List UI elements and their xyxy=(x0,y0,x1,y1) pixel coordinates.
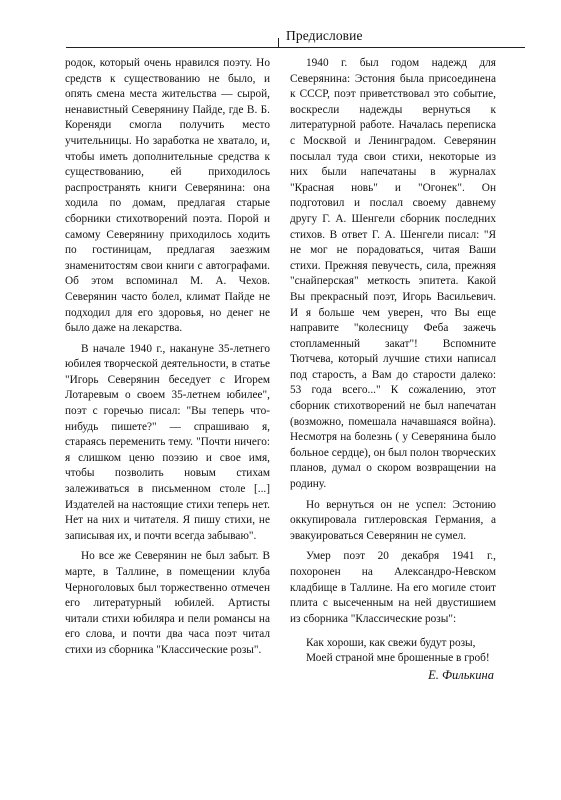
right-column xyxy=(290,56,496,684)
header-divider xyxy=(278,38,279,47)
verse-line: Моей страной мне брошенные в гроб! xyxy=(306,652,490,665)
left-column xyxy=(65,56,270,664)
paragraph: Но вернуться он не успел: Эстонию оккупировала гитлеровская Германия, а эвакуироваться Северянин не сумел. xyxy=(290,498,496,542)
verse-line: Как хороши, как свежи будут розы, xyxy=(306,637,476,650)
paragraph: В начале 1940 г., накануне 35-летнего юбилея творческой деятельности, в статье "Игорь Северянин беседует с Игорем Лотаревым о своем 35-летнем юбилее", поэт с горечью писал: "Вы теперь что-нибудь пишете?" — спрашиваю я, стараясь переменить тему. "Почти ничего: я слишком ценю поэзию и свое имя, чтобы позволить новым стихам залеживаться в письменном столе [...] Издателей на настоящие стихи теперь нет. Нет на них и читателя. Я пишу стихи, не записывая их, и почти всегда забываю". xyxy=(65,342,270,542)
paragraph: 1940 г. был годом надежд для Северянина: Эстония была присоединена к СССР, поэт приветствовал это событие, воскресли надежды вернуться к литературной работе. Началась переписка с Москвой и Ленинградом. Северянин посылал туда свои стихи, некоторые из них были напечатаны в журналах "Красная новь" и "Огонек". Он подготовил и послал своему давнему другу Г. А. Шенгели сборник последних стихов. В ответ Г. А. Шенгели писал: "Я не мог не порадоваться, читая Ваши стихи. Прежняя певучесть, сила, прежняя "снайперская" меткость эпитета. Какой Вы прекрасный поэт, Игорь Васильевич. И я больше чем уверен, что Вы еще направите "колесницу Феба зажечь стопламенный закат"! Вспомните Тютчева, который лучшие стихи написал под старость, а Вам до старости далеко: 53 года всего..." К сожалению, этот сборник стихотворений не был напечатан (возможно, помешала начавшаяся война). Несмотря на болезнь ( у Северянина было больное сердце), он был полон творческих планов, думал о скором возвращении на родину. xyxy=(290,57,496,491)
paragraph: Но все же Северянин не был забыт. В марте, в Таллине, в помещении клуба Черноголовых был торжественно отмечен его литературный юбилей. Артисты читали стихи юбиляра и пели романсы на его слова, и почти два часа поэт читал стихи из сборника "Классические розы". xyxy=(65,550,270,656)
author-signature: Е. Филькина xyxy=(428,668,494,683)
header-rule xyxy=(66,47,525,48)
paragraph: Умер поэт 20 декабря 1941 г., похоронен на Александро-Невском кладбище в Таллине. На его могиле стоит плита с высеченным на ней двустишием из сборника "Классические розы": xyxy=(290,550,496,625)
paragraph: родок, который очень нравился поэту. Но средств к существованию не было, и опять смена места жительства — сырой, ненавистный Северянину Пайде, где В. Б. Кореняди смогла получить место учительницы. Но заработка не хватало, и, чтобы иметь дополнительные средства к существованию, ей приходилось распространять книги Северянина: она ходила по домам, предлагая старые сборники стихотворений поэта. Порой и самому Северянину приходилось ходить по гостиницам, предлагая заезжим знаменитостям свои книги с автографами. Об этом вспоминал М. А. Чехов. Северянин часто болел, климат Пайде не подходил для его здоровья, но денег не было даже на лекарства. xyxy=(65,57,270,335)
running-head: Предисловие xyxy=(286,28,363,43)
epitaph-verse xyxy=(306,636,496,666)
